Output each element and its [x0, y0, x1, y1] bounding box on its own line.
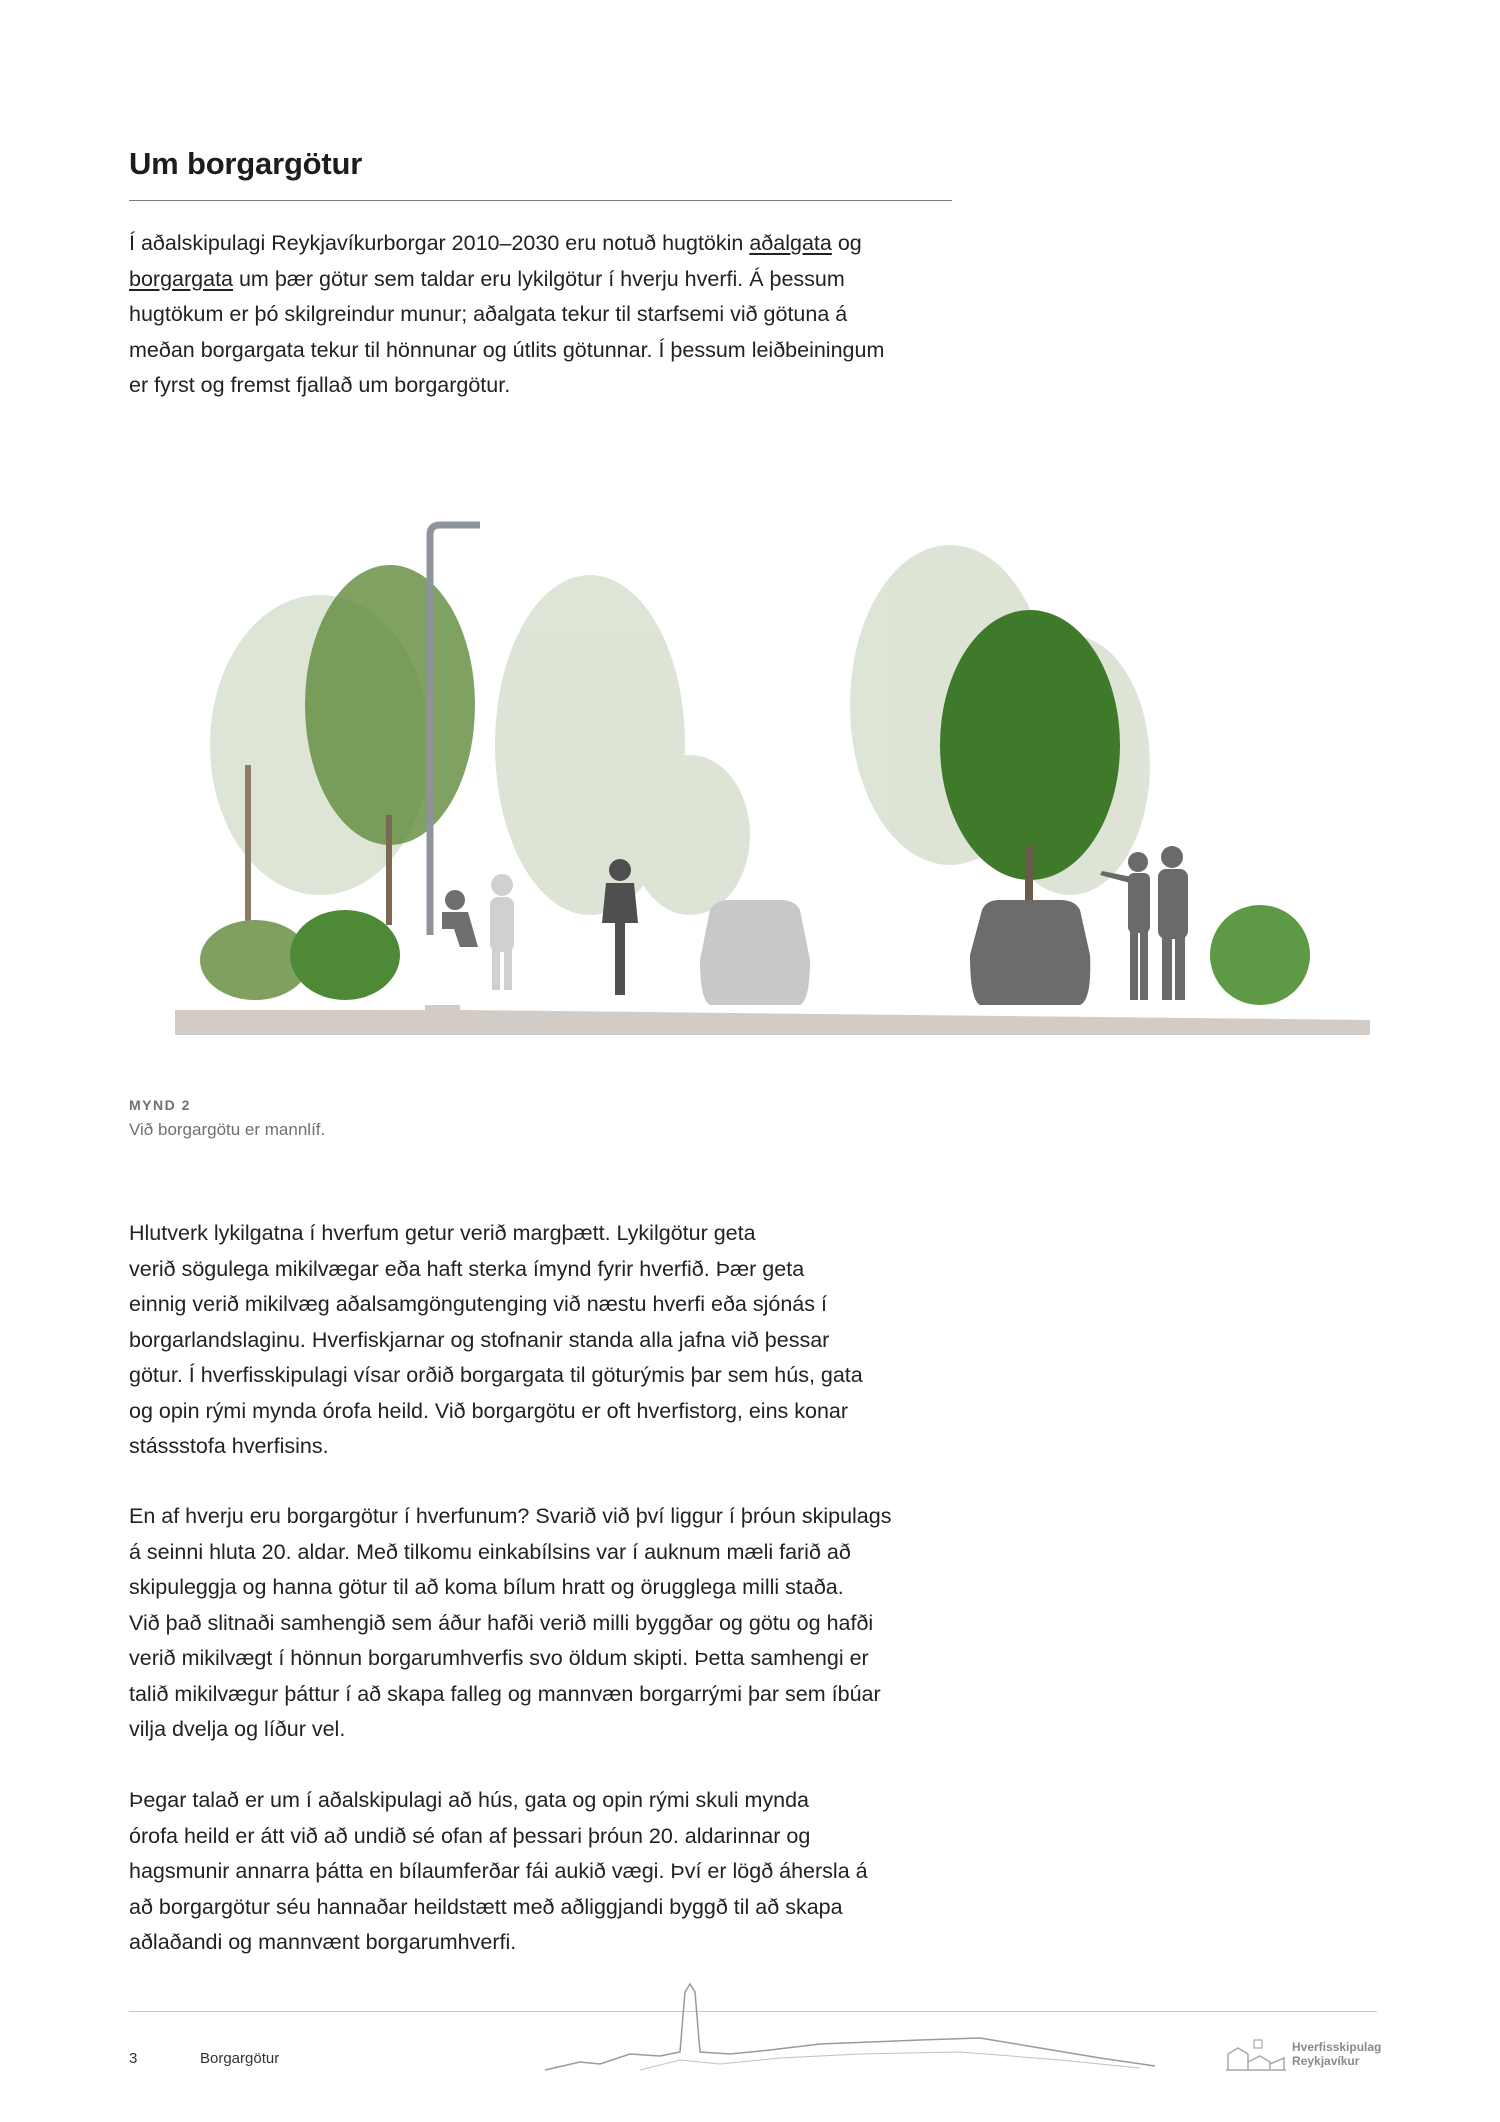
paragraph-line: En af hverju eru borgargötur í hverfunum? Svarið við því liggur í þróun skipulags — [129, 1504, 892, 1528]
intro-paragraph — [129, 226, 969, 404]
paragraph-line: að borgargötur séu hannaðar heildstætt með aðliggjandi byggð til að skapa — [129, 1894, 843, 1919]
borgargata-link[interactable]: borgargata — [129, 266, 233, 291]
paragraph-line: borgarlandslaginu. Hverfiskjarnar og stofnanir standa alla jafna við þessar — [129, 1327, 830, 1352]
paragraph-line: og opin rými mynda órofa heild. Við borgargötu er oft hverfistorg, eins konar — [129, 1398, 849, 1423]
logo-line-2: Reykjavíkur — [1292, 2054, 1360, 2068]
intro-text: Í aðalskipulagi Reykjavíkurborgar 2010–2030 eru notuð hugtökin — [129, 231, 750, 255]
footer-section-title: Borgargötur — [200, 2050, 280, 2067]
paragraph-line: götur. Í hverfisskipulagi vísar orðið borgargata til göturýmis þar sem hús, gata — [129, 1363, 863, 1387]
paragraph-line: á seinni hluta 20. aldar. Með tilkomu einkabílsins var í auknum mæli farið að — [129, 1539, 851, 1564]
adalgata-link[interactable]: aðalgata — [749, 231, 832, 255]
intro-line-5: er fyrst og fremst fjallað um borgargötur. — [129, 373, 511, 397]
intro-line-1 — [129, 226, 969, 262]
paragraph-line: stássstofa hverfisins. — [129, 1434, 329, 1458]
intro-text: um þær götur sem taldar eru lykilgötur í hverju hverfi. Á þessum — [233, 266, 845, 291]
page-heading: Um borgargötur — [129, 146, 363, 181]
heading-divider — [129, 200, 952, 201]
hverfisskipulag-logo-icon — [1224, 2034, 1288, 2074]
shrub-left-2 — [290, 910, 400, 1000]
shrub-right — [1210, 905, 1310, 1005]
paragraph-line: einnig verið mikilvæg aðalsamgöngutenging við næstu hverfi eða sjónás í — [129, 1292, 827, 1316]
car-left — [700, 900, 810, 1005]
body-paragraph-2 — [129, 1499, 969, 1748]
paragraph-line: talið mikilvægur þáttur í að skapa falleg og mannvæn borgarrými þar sem íbúar — [129, 1681, 881, 1706]
car-right — [970, 900, 1090, 1005]
intro-line-4: meðan borgargata tekur til hönnunar og útlits götunnar. Í þessum leiðbeiningum — [129, 337, 885, 362]
paragraph-line: skipuleggja og hanna götur til að koma bílum hratt og örugglega milli staða. — [129, 1575, 844, 1599]
body-paragraph-3 — [129, 1783, 969, 1961]
logo-line-1: Hverfisskipulag — [1292, 2040, 1382, 2054]
page-number: 3 — [129, 2050, 138, 2067]
street-ground — [175, 1005, 1370, 1035]
street-section-illustration — [170, 515, 1370, 1035]
paragraph-line: hagsmunir annarra þátta en bílaumferðar fái aukið vægi. Því er lögð áhersla á — [129, 1859, 868, 1883]
paragraph-line: órofa heild er átt við að undið sé ofan af þessari þróun 20. aldarinnar og — [129, 1823, 811, 1848]
figure-caption: Við borgargötu er mannlíf. — [129, 1120, 326, 1139]
city-skyline-icon — [540, 1982, 1160, 2074]
intro-text: og — [831, 231, 862, 255]
tree-left — [305, 565, 475, 845]
paragraph-line: verið sögulega mikilvægar eða haft sterka ímynd fyrir hverfið. Þær geta — [129, 1256, 805, 1281]
pedestrian-walking — [490, 874, 514, 990]
paragraph-line: vilja dvelja og líður vel. — [129, 1717, 346, 1741]
intro-line-2 — [129, 262, 969, 298]
body-paragraph-1 — [129, 1216, 969, 1465]
paragraph-line: verið mikilvægt í hönnun borgarumhverfis svo öldum skipti. Þetta samhengi er — [129, 1646, 869, 1670]
tree-right — [940, 610, 1120, 880]
paragraph-line: Við það slitnaði samhengið sem áður hafði verið milli byggðar og götu og hafði — [129, 1610, 874, 1635]
paragraph-line: Hlutverk lykilgatna í hverfum getur verið margþætt. Lykilgötur geta — [129, 1221, 756, 1245]
figure-label: MYND 2 — [129, 1097, 191, 1113]
intro-line-3: hugtökum er þó skilgreindur munur; aðalgata tekur til starfsemi við götuna á — [129, 302, 848, 326]
paragraph-line: aðlaðandi og mannvænt borgarumhverfi. — [129, 1930, 517, 1954]
tree-trunk — [245, 765, 251, 925]
paragraph-line: Þegar talað er um í aðalskipulagi að hús, gata og opin rými skuli mynda — [129, 1788, 810, 1812]
logo-text — [1292, 2040, 1381, 2068]
pedestrian-sitting — [442, 890, 478, 947]
tree-left-trunk — [386, 815, 392, 925]
